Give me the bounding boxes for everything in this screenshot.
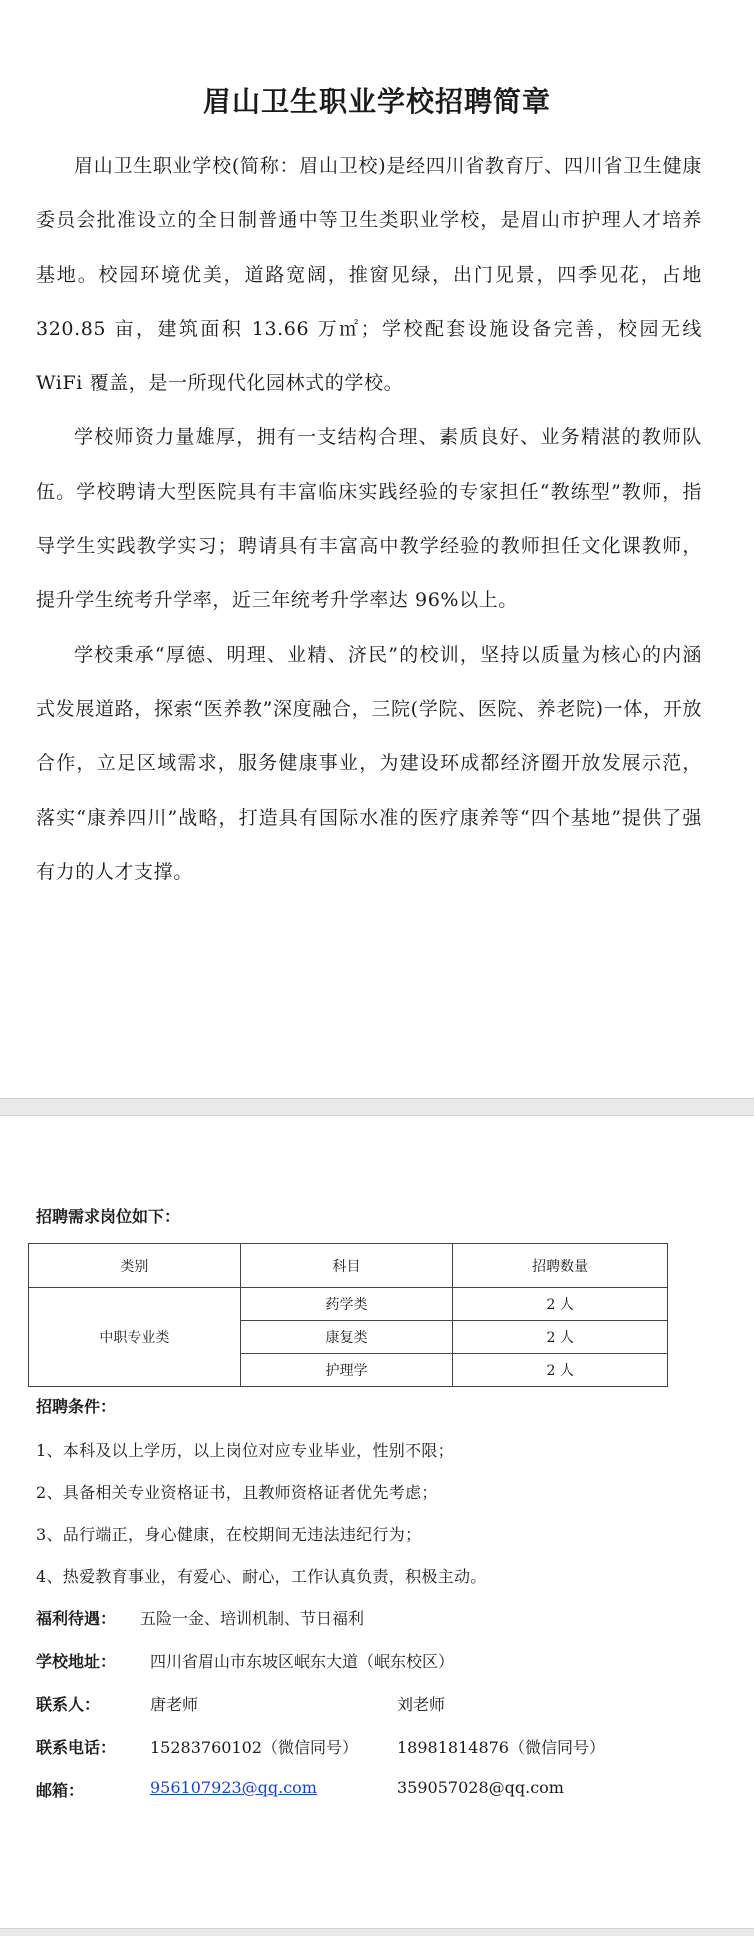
phone-label: 联系电话：	[36, 1738, 117, 1757]
positions-heading: 招聘需求岗位如下：	[36, 1207, 181, 1226]
address-label: 学校地址：	[36, 1652, 117, 1671]
table-row	[29, 1288, 668, 1321]
email-label: 邮箱：	[36, 1781, 85, 1800]
phone-1: 15283760102（微信同号）	[150, 1738, 358, 1757]
contact-name-1: 唐老师	[150, 1695, 199, 1714]
contact-label: 联系人：	[36, 1695, 101, 1714]
category-cell: 中职专业类	[29, 1288, 241, 1387]
email-link-1[interactable]: 956107923@qq.com	[150, 1778, 317, 1797]
page-separator-bottom	[0, 1928, 754, 1936]
intro-paragraph-1: 眉山卫生职业学校(简称：眉山卫校)是经四川省教育厅、四川省卫生健康委员会批准设立的全日制普通中等卫生类职业学校，是眉山市护理人才培养基地。校园环境优美，道路宽阔，推窗见绿，出门见景，四季见花，占地 320.85 亩，建筑面积 13.66 万㎡；学校配套设施设备完善，校园无线 WiFi 覆盖，是一所现代化园林式的学校。	[36, 155, 702, 395]
benefits-label: 福利待遇：	[36, 1609, 117, 1628]
intro-text	[36, 139, 702, 899]
conditions-heading: 招聘条件：	[36, 1397, 117, 1416]
count-cell: 2 人	[453, 1288, 668, 1321]
header-subject: 科目	[240, 1244, 453, 1288]
email-2: 359057028@qq.com	[397, 1778, 564, 1797]
condition-item-1: 1、本科及以上学历，以上岗位对应专业毕业，性别不限；	[36, 1441, 454, 1460]
count-cell: 2 人	[453, 1354, 668, 1387]
contact-name-2: 刘老师	[397, 1695, 446, 1714]
phone-2: 18981814876（微信同号）	[397, 1738, 605, 1757]
document-title: 眉山卫生职业学校招聘简章	[202, 85, 551, 118]
header-category: 类别	[29, 1244, 241, 1288]
intro-paragraph-3: 学校秉承“厚德、明理、业精、济民”的校训，坚持以质量为核心的内涵式发展道路，探索“医养教”深度融合，三院(学院、医院、养老院)一体，开放合作，立足区域需求，服务健康事业，为建设环成都经济圈开放发展示范，落实“康养四川”战略，打造具有国际水准的医疗康养等“四个基地”提供了强有力的人才支撑。	[36, 643, 702, 883]
subject-cell: 护理学	[240, 1354, 453, 1387]
condition-item-3: 3、品行端正，身心健康，在校期间无违法违纪行为；	[36, 1525, 422, 1544]
subject-cell: 药学类	[240, 1288, 453, 1321]
condition-item-4: 4、热爱教育事业，有爱心、耐心，工作认真负责，积极主动。	[36, 1567, 487, 1586]
subject-cell: 康复类	[240, 1321, 453, 1354]
count-cell: 2 人	[453, 1321, 668, 1354]
document-page-2	[0, 1116, 754, 1936]
positions-table	[28, 1243, 668, 1387]
intro-paragraph-2: 学校师资力量雄厚，拥有一支结构合理、素质良好、业务精湛的教师队伍。学校聘请大型医院具有丰富临床实践经验的专家担任“教练型”教师，指导学生实践教学实习；聘请具有丰富高中教学经验的教师担任文化课教师，提升学生统考升学率，近三年统考升学率达 96%以上。	[36, 426, 702, 612]
benefits-value: 五险一金、培训机制、节日福利	[140, 1609, 365, 1628]
header-count: 招聘数量	[453, 1244, 668, 1288]
page-separator	[0, 1098, 754, 1116]
condition-item-2: 2、具备相关专业资格证书，且教师资格证者优先考虑；	[36, 1483, 438, 1502]
address-value: 四川省眉山市东坡区岷东大道（岷东校区）	[150, 1652, 455, 1671]
table-header-row	[29, 1244, 668, 1288]
